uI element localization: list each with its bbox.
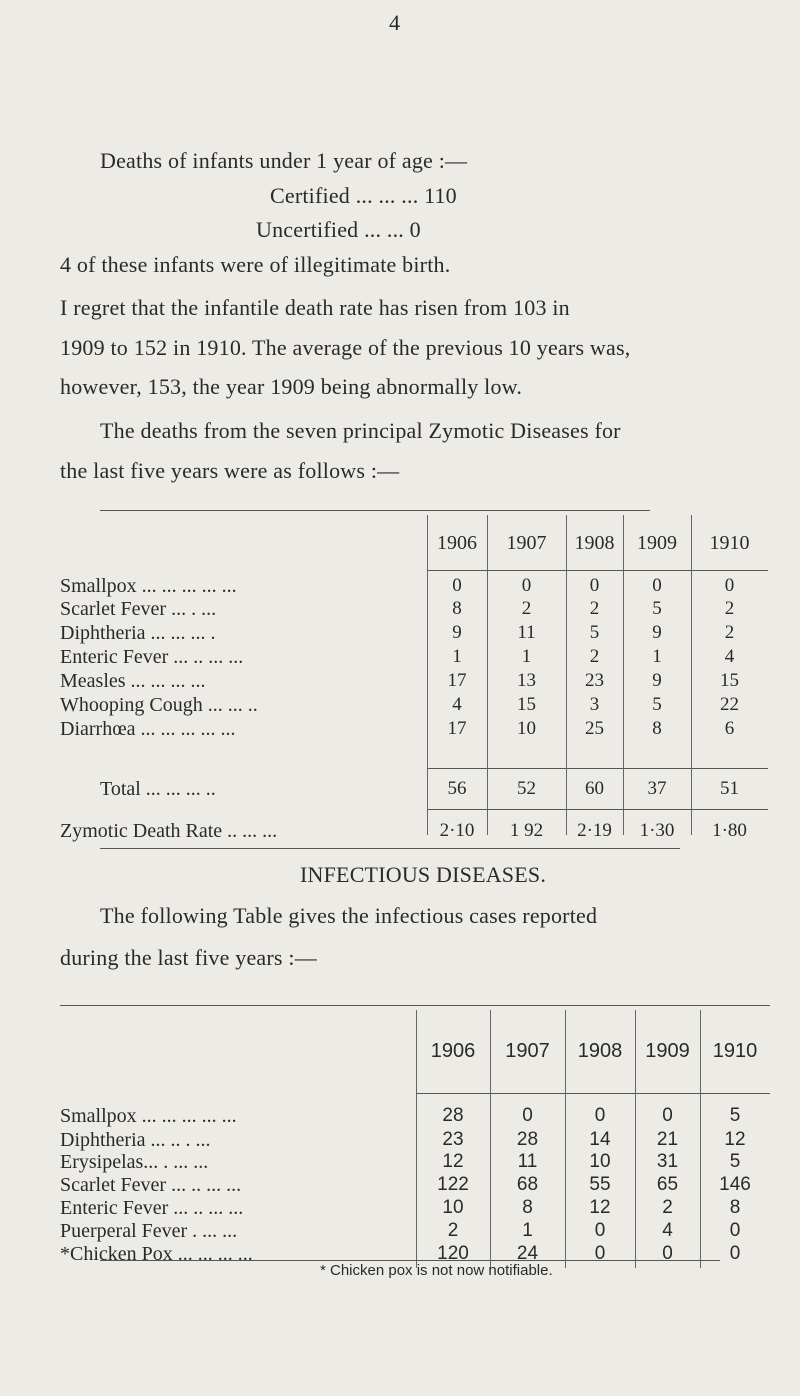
table-cell: 11 bbox=[517, 622, 536, 643]
rate-cell: 1 92 bbox=[509, 820, 544, 841]
header-bottom-rule bbox=[427, 570, 768, 571]
table-cell: 22 bbox=[720, 694, 739, 715]
table-cell: 0 bbox=[652, 575, 662, 596]
table-cell: 2 bbox=[447, 1220, 459, 1241]
table-cell: 12 bbox=[724, 1129, 746, 1150]
total-cell: 51 bbox=[720, 778, 739, 799]
year-header: 1907 bbox=[506, 532, 547, 554]
table-cell: 0 bbox=[452, 575, 462, 596]
table-cell: 4 bbox=[662, 1220, 673, 1241]
row-label: Puerperal Fever . ... ... bbox=[60, 1220, 238, 1242]
table-cell: 68 bbox=[516, 1174, 539, 1195]
table-cell: 8 bbox=[522, 1197, 533, 1218]
table-cell: 5 bbox=[729, 1151, 741, 1172]
rate-cell: 2·10 bbox=[439, 820, 475, 841]
table-cell: 8 bbox=[452, 598, 462, 619]
table-bottom-rule bbox=[100, 848, 680, 849]
page-number: 4 bbox=[389, 10, 400, 35]
table-cell: 12 bbox=[442, 1151, 464, 1172]
year-header: 1906 bbox=[430, 1040, 476, 1062]
rate-label: Zymotic Death Rate .. ... ... bbox=[60, 820, 278, 842]
table-cell: 10 bbox=[589, 1151, 611, 1172]
total-cell: 52 bbox=[517, 778, 536, 799]
table-cell: 1 bbox=[652, 646, 662, 667]
row-label: Diphtheria ... .. . ... bbox=[60, 1129, 211, 1151]
year-header: 1907 bbox=[505, 1040, 550, 1062]
table-top-rule bbox=[100, 510, 650, 511]
year-header: 1906 bbox=[437, 532, 477, 554]
table-cell: 120 bbox=[437, 1243, 469, 1264]
table-cell: 2 bbox=[724, 622, 735, 643]
table-cell: 1 bbox=[452, 646, 462, 667]
table-cell: 3 bbox=[589, 694, 600, 715]
table-cell: 0 bbox=[729, 1243, 741, 1264]
certified-line: Certified ... ... ... 110 bbox=[270, 183, 457, 208]
table-cell: 2 bbox=[662, 1197, 673, 1218]
table-cell: 0 bbox=[662, 1105, 673, 1126]
uncertified-line: Uncertified ... ... 0 bbox=[256, 217, 421, 242]
zymotic-intro-line-2: the last five years were as follows :— bbox=[60, 458, 400, 483]
table-cell: 10 bbox=[517, 718, 536, 739]
column-rule bbox=[416, 1010, 417, 1268]
table-cell: 5 bbox=[729, 1105, 741, 1126]
row-label: Smallpox ... ... ... ... ... bbox=[60, 575, 237, 597]
table-cell: 2 bbox=[724, 598, 735, 619]
table-top-rule bbox=[60, 1005, 770, 1006]
row-label: Diphtheria ... ... ... . bbox=[60, 622, 216, 644]
rate-cell: 1·80 bbox=[712, 820, 747, 841]
table-cell: 8 bbox=[729, 1197, 741, 1218]
year-header: 1909 bbox=[645, 1040, 690, 1062]
table-cell: 21 bbox=[656, 1129, 679, 1150]
table-cell: 9 bbox=[652, 622, 662, 643]
table-cell: 6 bbox=[724, 718, 735, 739]
table-cell: 13 bbox=[517, 670, 536, 691]
year-header: 1910 bbox=[712, 1040, 758, 1062]
row-label: Enteric Fever ... .. ... ... bbox=[60, 1197, 244, 1219]
table-cell: 11 bbox=[517, 1151, 538, 1172]
table-cell: 14 bbox=[589, 1129, 611, 1150]
infectious-intro-line-1: The following Table gives the infectious cases reported bbox=[100, 903, 598, 928]
table-cell: 5 bbox=[652, 694, 662, 715]
paragraph-line-2: 1909 to 152 in 1910. The average of the previous 10 years was, bbox=[60, 335, 631, 360]
rate-cell: 1·30 bbox=[639, 820, 675, 841]
table-cell: 0 bbox=[724, 575, 735, 596]
table-cell: 65 bbox=[656, 1174, 679, 1195]
table-cell: 55 bbox=[589, 1174, 611, 1195]
table-cell: 0 bbox=[729, 1220, 741, 1241]
total-top-rule bbox=[427, 768, 768, 769]
footnote: * Chicken pox is not now notifiable. bbox=[320, 1262, 553, 1279]
total-cell: 37 bbox=[647, 778, 667, 799]
infectious-intro-line-2: during the last five years :— bbox=[60, 945, 317, 970]
table-cell: 122 bbox=[437, 1174, 469, 1195]
column-rule bbox=[490, 1010, 491, 1268]
total-cell: 56 bbox=[447, 778, 467, 799]
infant-deaths-heading: Deaths of infants under 1 year of age :— bbox=[100, 148, 468, 173]
table-cell: 0 bbox=[662, 1243, 673, 1264]
total-bottom-rule bbox=[427, 809, 768, 810]
table-cell: 28 bbox=[442, 1105, 464, 1126]
column-rule bbox=[487, 515, 488, 835]
table-cell: 23 bbox=[585, 670, 604, 691]
row-label: *Chicken Pox ... ... ... ... bbox=[60, 1243, 253, 1265]
illegitimate-line: 4 of these infants were of illegitimate birth. bbox=[60, 252, 451, 277]
table-cell: 23 bbox=[442, 1129, 464, 1150]
infectious-diseases-heading: INFECTIOUS DISEASES. bbox=[300, 862, 547, 887]
zymotic-intro-line-1: The deaths from the seven principal Zymotic Diseases for bbox=[100, 418, 621, 443]
year-header: 1908 bbox=[574, 532, 615, 554]
row-label: Scarlet Fever ... . ... bbox=[60, 598, 217, 620]
row-label: Erysipelas... . ... ... bbox=[60, 1151, 209, 1173]
table-cell: 5 bbox=[652, 598, 662, 619]
row-label: Diarrhœa ... ... ... ... ... bbox=[60, 718, 236, 740]
table-cell: 1 bbox=[521, 646, 532, 667]
column-rule bbox=[691, 515, 692, 835]
table-cell: 1 bbox=[522, 1220, 533, 1241]
rate-cell: 2·19 bbox=[577, 820, 612, 841]
table-cell: 28 bbox=[516, 1129, 539, 1150]
table-cell: 0 bbox=[594, 1220, 606, 1241]
row-label: Smallpox ... ... ... ... ... bbox=[60, 1105, 237, 1127]
table-cell: 12 bbox=[589, 1197, 611, 1218]
table-cell: 25 bbox=[585, 718, 604, 739]
year-header: 1910 bbox=[709, 532, 750, 554]
table-cell: 0 bbox=[594, 1243, 606, 1264]
table-cell: 0 bbox=[594, 1105, 606, 1126]
table-cell: 5 bbox=[589, 622, 600, 643]
header-bottom-rule bbox=[416, 1093, 770, 1094]
table-cell: 0 bbox=[521, 575, 532, 596]
row-label: Measles ... ... ... ... bbox=[60, 670, 206, 692]
row-label: Scarlet Fever ... .. ... ... bbox=[60, 1174, 242, 1196]
table-cell: 8 bbox=[652, 718, 662, 739]
row-label: Enteric Fever ... .. ... ... bbox=[60, 646, 244, 668]
table-cell: 2 bbox=[521, 598, 532, 619]
total-label: Total ... ... ... .. bbox=[100, 778, 216, 800]
table-cell: 17 bbox=[447, 718, 467, 739]
table-cell: 0 bbox=[589, 575, 600, 596]
paragraph-line-3: however, 153, the year 1909 being abnormally low. bbox=[60, 374, 523, 399]
table-cell: 9 bbox=[452, 622, 462, 643]
table-cell: 2 bbox=[589, 646, 600, 667]
table-cell: 15 bbox=[720, 670, 739, 691]
table-cell: 24 bbox=[516, 1243, 539, 1264]
total-cell: 60 bbox=[585, 778, 604, 799]
table-cell: 15 bbox=[517, 694, 536, 715]
table-cell: 4 bbox=[724, 646, 735, 667]
paragraph-line-1: I regret that the infantile death rate has risen from 103 in bbox=[60, 295, 570, 320]
table-cell: 0 bbox=[522, 1105, 533, 1126]
row-label: Whooping Cough ... ... .. bbox=[60, 694, 258, 716]
table-cell: 17 bbox=[447, 670, 467, 691]
year-header: 1908 bbox=[577, 1040, 623, 1062]
table-cell: 4 bbox=[452, 694, 462, 715]
table-cell: 10 bbox=[442, 1197, 464, 1218]
table-cell: 31 bbox=[656, 1151, 679, 1172]
table-cell: 146 bbox=[719, 1174, 751, 1195]
table-cell: 9 bbox=[652, 670, 662, 691]
table-cell: 2 bbox=[589, 598, 600, 619]
year-header: 1909 bbox=[637, 532, 677, 554]
